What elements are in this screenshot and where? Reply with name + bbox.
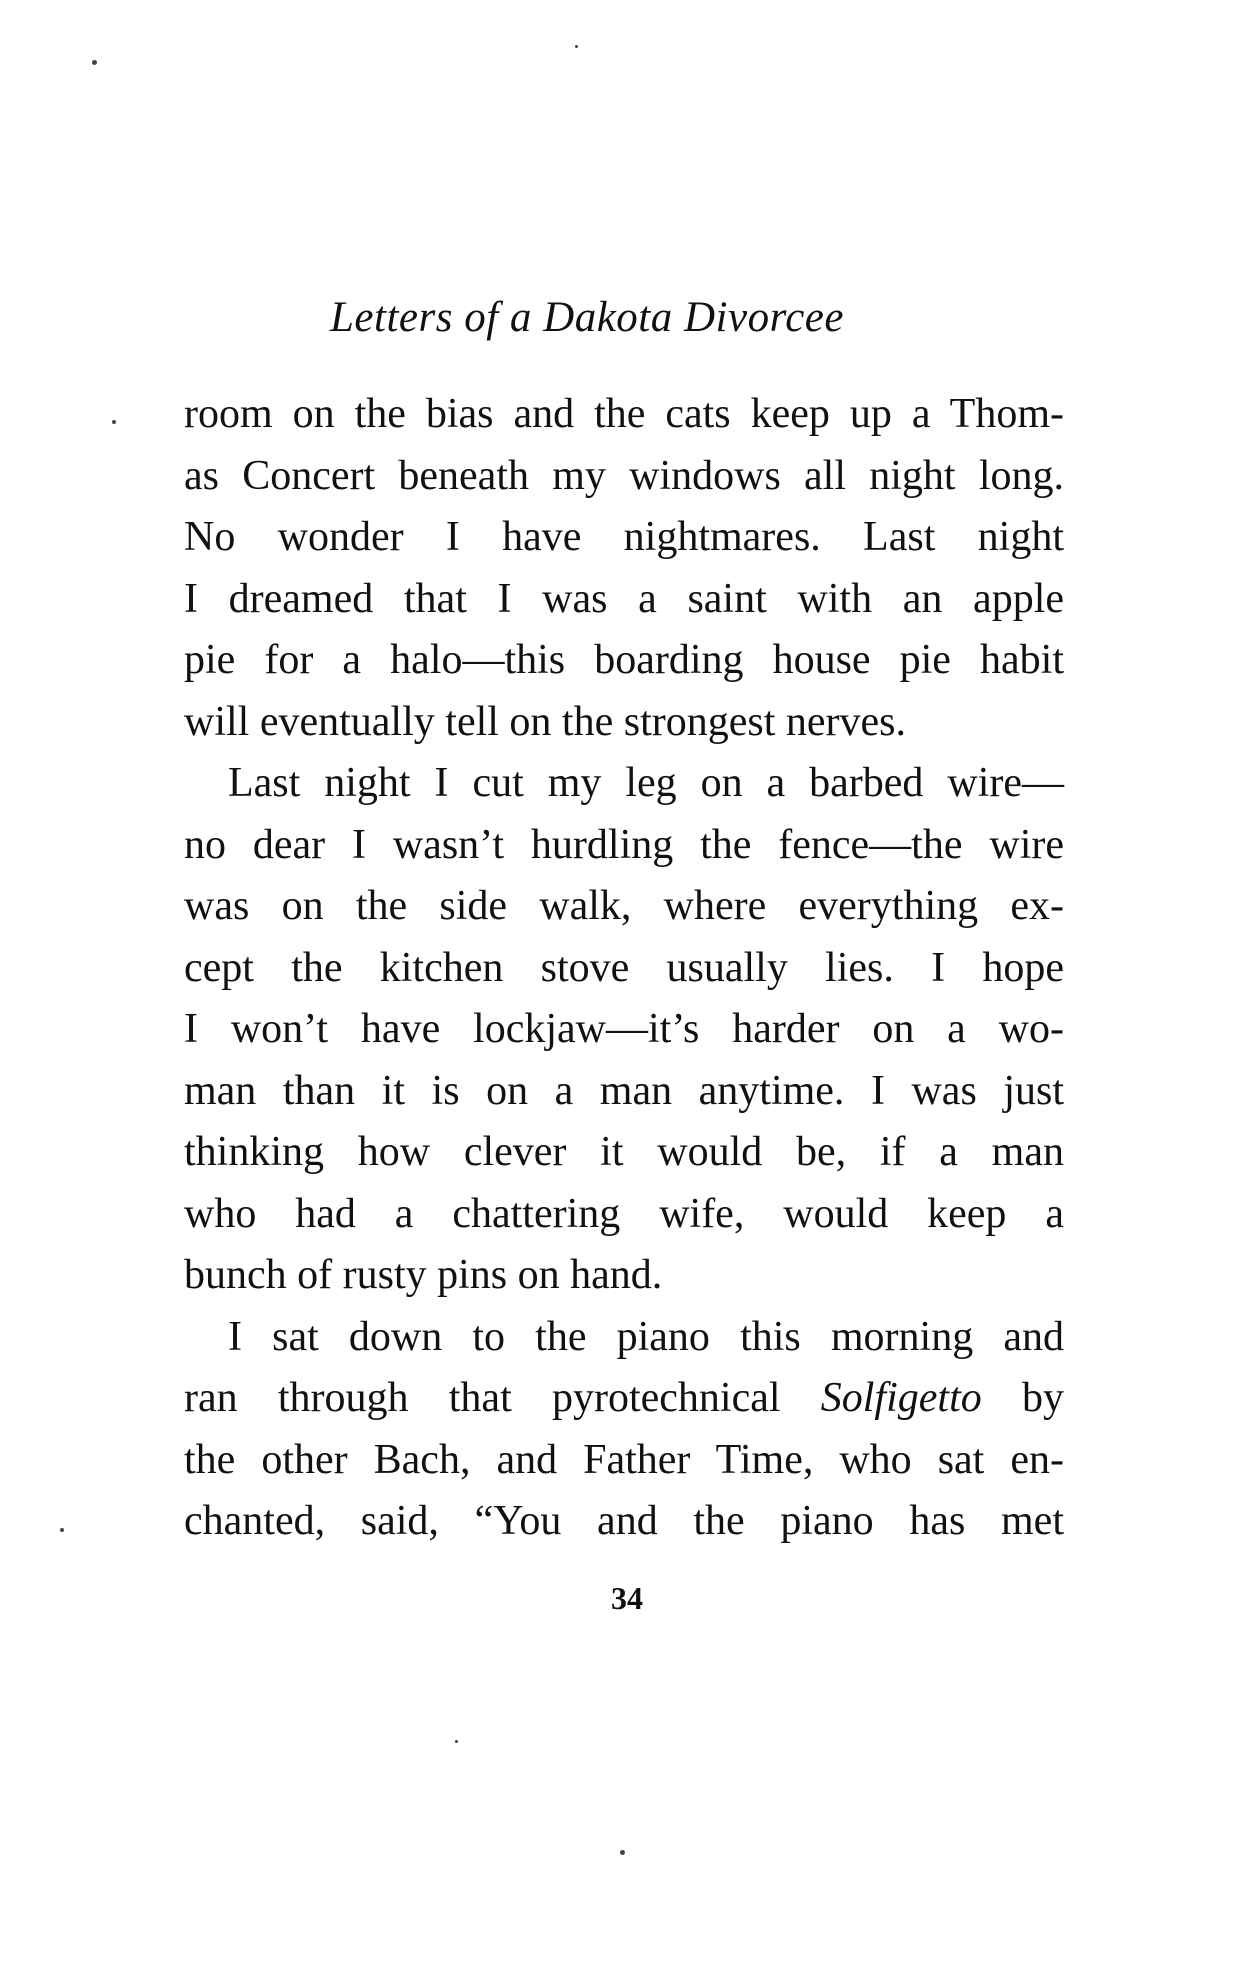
- text-line: No wonder I have nightmares. Last night: [184, 514, 1064, 560]
- italic-title: Solfigetto: [820, 1375, 982, 1421]
- text-line: I sat down to the piano this morning and: [228, 1313, 1064, 1360]
- scan-speck: [455, 1740, 458, 1743]
- text-line: chanted, said, “You and the piano has met: [184, 1498, 1064, 1544]
- text-line: man than it is on a man anytime. I was just: [184, 1067, 1064, 1114]
- text-segment: by: [981, 1375, 1064, 1421]
- scan-speck: [620, 1850, 625, 1855]
- text-line: was on the side walk, where everything ex-: [184, 883, 1064, 929]
- text-line: thinking how clever it would be, if a man: [184, 1129, 1064, 1175]
- text-segment: ran through that pyrotechnical: [184, 1375, 821, 1421]
- scan-speck: [112, 420, 116, 424]
- text-line: no dear I wasn’t hurdling the fence—the wire: [184, 821, 1064, 868]
- page-number: 34: [611, 1580, 643, 1616]
- text-line: I won’t have lockjaw—it’s harder on a wo-: [184, 1006, 1064, 1052]
- scan-speck: [92, 60, 97, 65]
- scan-speck: [575, 45, 578, 48]
- text-line: Last night I cut my leg on a barbed wire—: [228, 760, 1064, 806]
- text-line: as Concert beneath my windows all night long.: [184, 452, 1064, 499]
- text-line-with-italic: [184, 1368, 1064, 1430]
- text-line: room on the bias and the cats keep up a Thom-: [184, 391, 1064, 437]
- text-line: pie for a halo—this boarding house pie habit: [184, 637, 1064, 683]
- scan-speck: [60, 1528, 64, 1532]
- text-line: I dreamed that I was a saint with an apple: [184, 575, 1064, 622]
- text-line: who had a chattering wife, would keep a: [184, 1190, 1064, 1237]
- body-text: [184, 384, 1064, 1553]
- text-line: bunch of rusty pins on hand.: [184, 1252, 663, 1298]
- text-line: will eventually tell on the strongest nerves.: [184, 698, 906, 745]
- running-head: Letters of a Dakota Divorcee: [330, 294, 844, 341]
- text-line: cept the kitchen stove usually lies. I hope: [184, 944, 1064, 991]
- text-line: the other Bach, and Father Time, who sat en-: [184, 1436, 1064, 1483]
